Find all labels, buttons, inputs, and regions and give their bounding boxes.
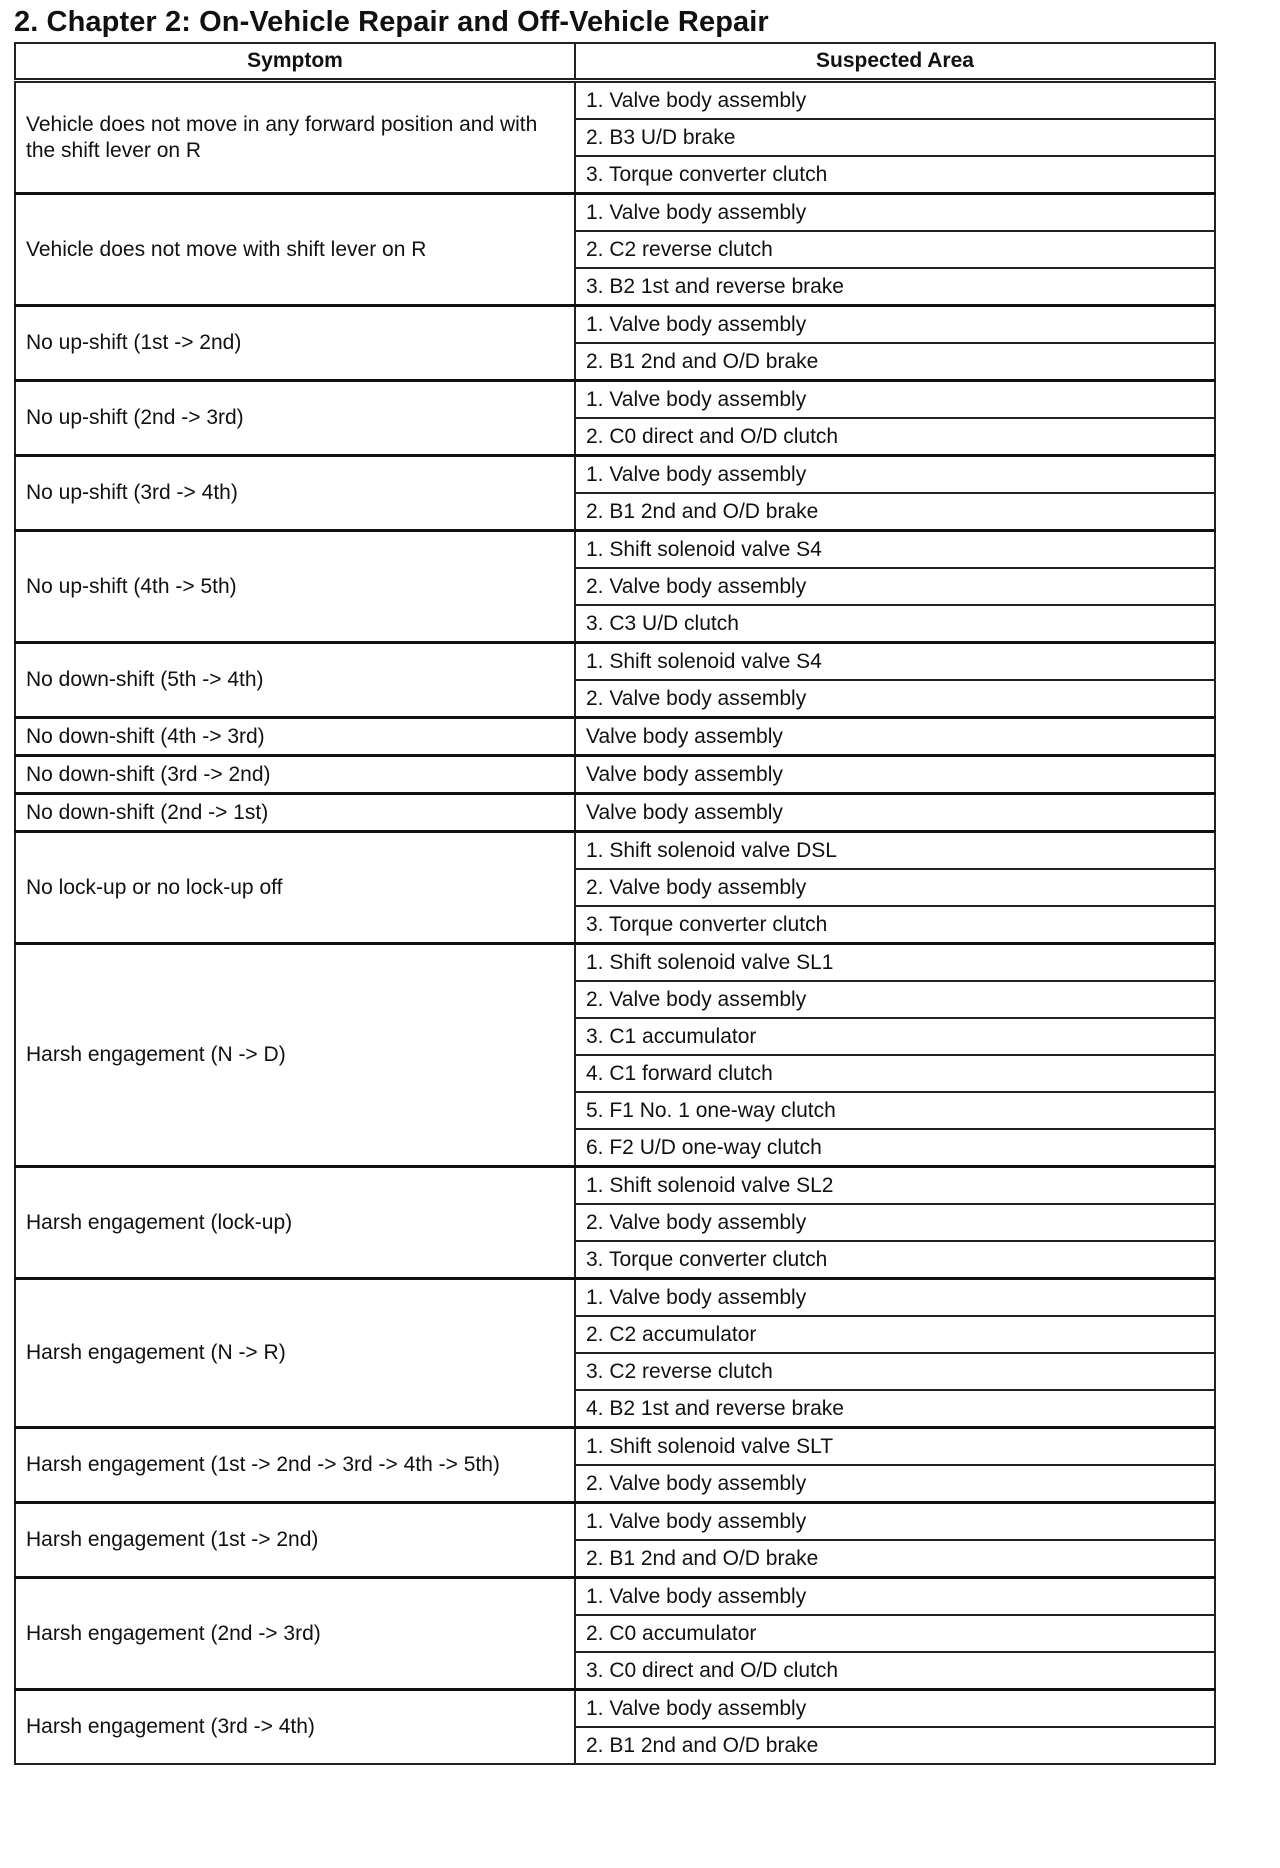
table-row: [15, 832, 1215, 870]
suspected-area-cell: 3. Torque converter clutch: [575, 906, 1215, 944]
suspected-area-cell: 2. C2 reverse clutch: [575, 231, 1215, 268]
suspected-area-cell: 1. Shift solenoid valve SL1: [575, 944, 1215, 982]
symptom-cell: Harsh engagement (1st -> 2nd -> 3rd -> 4th -> 5th): [15, 1428, 575, 1503]
table-row: [15, 944, 1215, 982]
symptom-cell: Harsh engagement (3rd -> 4th): [15, 1690, 575, 1765]
table-row: [15, 81, 1215, 120]
suspected-area-cell: 2. Valve body assembly: [575, 1204, 1215, 1241]
table-row: [15, 531, 1215, 569]
suspected-area-cell: 1. Valve body assembly: [575, 1690, 1215, 1728]
suspected-area-cell: 4. B2 1st and reverse brake: [575, 1390, 1215, 1428]
suspected-area-cell: 1. Valve body assembly: [575, 306, 1215, 344]
symptom-cell: No up-shift (4th -> 5th): [15, 531, 575, 643]
suspected-area-cell: 2. B1 2nd and O/D brake: [575, 1540, 1215, 1578]
suspected-area-cell: 5. F1 No. 1 one-way clutch: [575, 1092, 1215, 1129]
table-row: [15, 756, 1215, 794]
suspected-area-cell: 2. C0 accumulator: [575, 1615, 1215, 1652]
table-row: [15, 1167, 1215, 1205]
symptom-cell: No down-shift (2nd -> 1st): [15, 794, 575, 832]
header-row: [15, 43, 1215, 81]
suspected-area-cell: 2. Valve body assembly: [575, 568, 1215, 605]
symptom-cell: Harsh engagement (2nd -> 3rd): [15, 1578, 575, 1690]
suspected-area-cell: 3. Torque converter clutch: [575, 156, 1215, 194]
header-suspected-area: Suspected Area: [575, 43, 1215, 81]
symptom-cell: No up-shift (1st -> 2nd): [15, 306, 575, 381]
symptom-cell: No up-shift (3rd -> 4th): [15, 456, 575, 531]
suspected-area-cell: 2. Valve body assembly: [575, 680, 1215, 718]
table-header: [15, 43, 1215, 81]
suspected-area-cell: Valve body assembly: [575, 794, 1215, 832]
symptom-cell: Harsh engagement (N -> D): [15, 944, 575, 1167]
suspected-area-cell: 4. C1 forward clutch: [575, 1055, 1215, 1092]
suspected-area-cell: 2. C0 direct and O/D clutch: [575, 418, 1215, 456]
table-row: [15, 1578, 1215, 1616]
table-row: [15, 718, 1215, 756]
symptom-cell: Vehicle does not move with shift lever on R: [15, 194, 575, 306]
suspected-area-cell: 1. Shift solenoid valve S4: [575, 643, 1215, 681]
symptom-cell: Harsh engagement (1st -> 2nd): [15, 1503, 575, 1578]
table-row: [15, 381, 1215, 419]
suspected-area-cell: 1. Valve body assembly: [575, 194, 1215, 232]
suspected-area-cell: 2. Valve body assembly: [575, 1465, 1215, 1503]
suspected-area-cell: 1. Valve body assembly: [575, 381, 1215, 419]
symptom-cell: Harsh engagement (N -> R): [15, 1279, 575, 1428]
table-row: [15, 194, 1215, 232]
suspected-area-cell: 2. B3 U/D brake: [575, 119, 1215, 156]
suspected-area-cell: 3. C0 direct and O/D clutch: [575, 1652, 1215, 1690]
suspected-area-cell: 1. Valve body assembly: [575, 1279, 1215, 1317]
header-symptom: Symptom: [15, 43, 575, 81]
suspected-area-cell: 1. Shift solenoid valve SL2: [575, 1167, 1215, 1205]
suspected-area-cell: 2. B1 2nd and O/D brake: [575, 493, 1215, 531]
symptom-cell: Vehicle does not move in any forward position and with the shift lever on R: [15, 81, 575, 194]
suspected-area-cell: 1. Shift solenoid valve S4: [575, 531, 1215, 569]
suspected-area-cell: 1. Shift solenoid valve DSL: [575, 832, 1215, 870]
suspected-area-cell: 3. C2 reverse clutch: [575, 1353, 1215, 1390]
table-row: [15, 643, 1215, 681]
page-title: 2. Chapter 2: On-Vehicle Repair and Off-Vehicle Repair: [14, 6, 769, 38]
symptom-cell: No down-shift (5th -> 4th): [15, 643, 575, 718]
symptom-cell: No up-shift (2nd -> 3rd): [15, 381, 575, 456]
suspected-area-cell: 1. Valve body assembly: [575, 81, 1215, 120]
suspected-area-cell: Valve body assembly: [575, 718, 1215, 756]
suspected-area-cell: Valve body assembly: [575, 756, 1215, 794]
diagnosis-table: [14, 42, 1216, 1765]
suspected-area-cell: 2. Valve body assembly: [575, 869, 1215, 906]
suspected-area-cell: 2. B1 2nd and O/D brake: [575, 343, 1215, 381]
suspected-area-cell: 3. C3 U/D clutch: [575, 605, 1215, 643]
table-row: [15, 1279, 1215, 1317]
suspected-area-cell: 1. Valve body assembly: [575, 1578, 1215, 1616]
suspected-area-cell: 3. B2 1st and reverse brake: [575, 268, 1215, 306]
table-row: [15, 456, 1215, 494]
symptom-cell: No lock-up or no lock-up off: [15, 832, 575, 944]
suspected-area-cell: 3. C1 accumulator: [575, 1018, 1215, 1055]
table-row: [15, 1428, 1215, 1466]
symptom-cell: No down-shift (4th -> 3rd): [15, 718, 575, 756]
suspected-area-cell: 2. B1 2nd and O/D brake: [575, 1727, 1215, 1764]
suspected-area-cell: 1. Valve body assembly: [575, 456, 1215, 494]
table-body: [15, 81, 1215, 1765]
suspected-area-cell: 3. Torque converter clutch: [575, 1241, 1215, 1279]
symptom-cell: No down-shift (3rd -> 2nd): [15, 756, 575, 794]
table-row: [15, 1503, 1215, 1541]
table-row: [15, 306, 1215, 344]
suspected-area-cell: 1. Valve body assembly: [575, 1503, 1215, 1541]
symptom-cell: Harsh engagement (lock-up): [15, 1167, 575, 1279]
suspected-area-cell: 2. Valve body assembly: [575, 981, 1215, 1018]
diagnosis-table-container: [14, 42, 1214, 1765]
suspected-area-cell: 2. C2 accumulator: [575, 1316, 1215, 1353]
table-row: [15, 1690, 1215, 1728]
suspected-area-cell: 1. Shift solenoid valve SLT: [575, 1428, 1215, 1466]
suspected-area-cell: 6. F2 U/D one-way clutch: [575, 1129, 1215, 1167]
table-row: [15, 794, 1215, 832]
